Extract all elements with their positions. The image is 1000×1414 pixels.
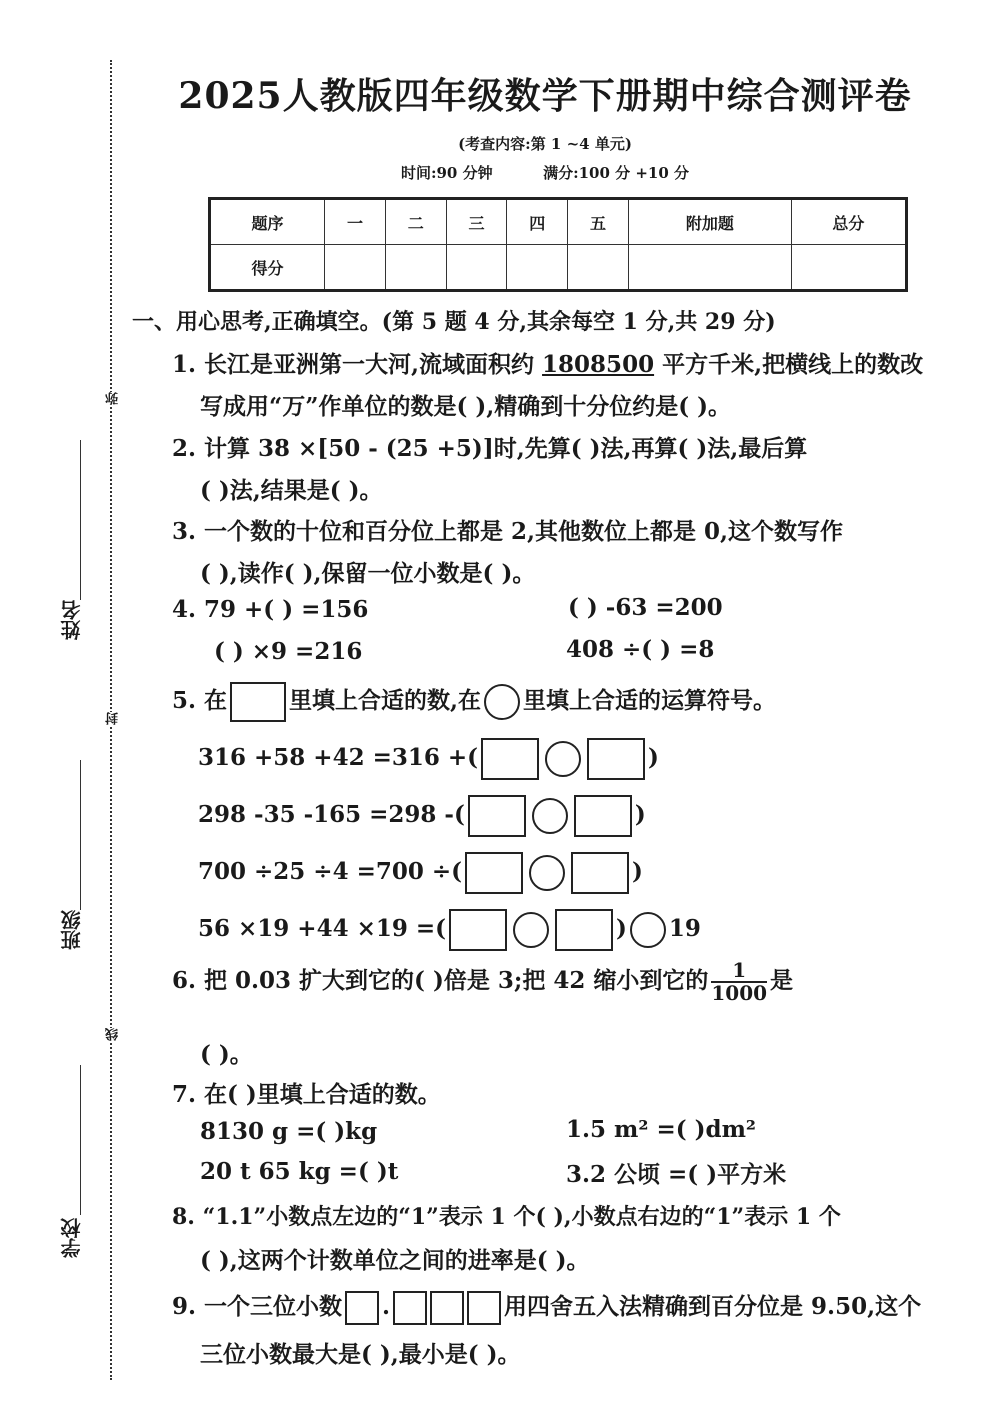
- exam-meta: [120, 162, 970, 183]
- question-7-c: 20 t 65 kg =( )t: [200, 1158, 399, 1185]
- question-8-line-1: 8. “1.1”小数点左边的“1”表示 1 个( ),小数点右边的“1”表示 1 个: [172, 1204, 841, 1230]
- fraction-denominator: 1000: [711, 981, 768, 1005]
- q1-underlined-number: 1808500: [542, 351, 655, 378]
- q9-decimal-point: .: [382, 1293, 391, 1320]
- score-header-cell: 五: [568, 199, 629, 245]
- score-header-cell: 二: [385, 199, 446, 245]
- question-7-a: 8130 g =( )kg: [200, 1118, 378, 1145]
- question-5-expr-1: [198, 738, 659, 780]
- name-blank-line: [80, 440, 81, 600]
- score-input-cell[interactable]: [568, 245, 629, 291]
- q5-close-paren: ): [632, 858, 643, 885]
- score-table-header-row: [210, 199, 907, 245]
- question-4-d: 408 ÷( ) =8: [566, 636, 715, 663]
- q5-expr-tail: 19: [668, 915, 701, 942]
- answer-box[interactable]: [449, 909, 507, 951]
- score-row-label: 得分: [210, 245, 325, 291]
- page-title: 2025人教版四年级数学下册期中综合测评卷: [178, 75, 912, 117]
- score-input-cell[interactable]: [507, 245, 568, 291]
- section-1-heading: 一、用心思考,正确填空。(第 5 题 4 分,其余每空 1 分,共 29 分): [132, 309, 776, 335]
- question-4-b: ( ) -63 =200: [568, 594, 723, 621]
- question-5-expr-4: [198, 909, 701, 951]
- q5-expr-text: 56 ×19 +44 ×19 =(: [198, 915, 447, 942]
- q6-text-b: 是: [770, 967, 794, 994]
- question-5-expr-3: [198, 852, 643, 894]
- question-5-expr-2: [198, 795, 646, 837]
- question-2-line-1: 2. 计算 38 ×[50 - (25 +5)]时,先算( )法,再算( )法,最后算: [172, 435, 808, 462]
- score-input-cell[interactable]: [446, 245, 507, 291]
- score-header-cell: 总分: [791, 199, 906, 245]
- q5-text-post: 里填上合适的运算符号。: [523, 687, 777, 714]
- digit-box[interactable]: [393, 1291, 427, 1325]
- question-3-line-1: 3. 一个数的十位和百分位上都是 2,其他数位上都是 0,这个数写作: [172, 518, 844, 545]
- seal-mark-xian: 线: [106, 1028, 121, 1041]
- q5-expr-text: 298 -35 -165 =298 -(: [198, 801, 465, 828]
- q5-close-paren: ): [648, 744, 659, 771]
- score-header-cell: 附加题: [628, 199, 791, 245]
- school-blank-line: [80, 1065, 81, 1215]
- fraction: [711, 960, 767, 1004]
- question-2-line-2: ( )法,结果是( )。: [200, 477, 383, 504]
- score-input-cell[interactable]: [791, 245, 906, 291]
- question-7-d: 3.2 公顷 =( )平方米: [566, 1161, 787, 1188]
- seal-mark-feng: 封: [106, 712, 121, 725]
- digit-box[interactable]: [430, 1291, 464, 1325]
- q5-text-pre: 5. 在: [172, 687, 228, 714]
- question-6-line-2: ( )。: [200, 1041, 253, 1068]
- class-label: 班级: [60, 910, 84, 950]
- score-input-cell[interactable]: [385, 245, 446, 291]
- question-4-a: 4. 79 +( ) =156: [172, 596, 369, 623]
- answer-box[interactable]: [574, 795, 632, 837]
- exam-time: 时间:90 分钟: [400, 164, 493, 182]
- question-9-line-1: [172, 1288, 921, 1325]
- score-table: [208, 197, 908, 292]
- seal-mark-mi: 弥: [106, 392, 121, 405]
- q1-text-b: 平方千米,把横线上的数改: [662, 351, 924, 378]
- answer-box[interactable]: [571, 852, 629, 894]
- score-input-cell[interactable]: [325, 245, 386, 291]
- question-7-b: 1.5 m² =( )dm²: [566, 1116, 756, 1143]
- exam-scope: (考查内容:第 1 ~4 单元): [458, 135, 632, 153]
- q5-close-paren: ): [634, 801, 646, 828]
- score-input-cell[interactable]: [628, 245, 791, 291]
- question-1-line-2: 写成用“万”作单位的数是( ),精确到十分位约是( )。: [200, 393, 732, 420]
- q9-text-pre: 9. 一个三位小数: [172, 1293, 343, 1320]
- score-header-cell: 一: [325, 199, 386, 245]
- fraction-numerator: 1: [711, 960, 767, 983]
- operator-circle[interactable]: [545, 741, 581, 777]
- number-box-icon: [230, 682, 286, 722]
- score-header-cell: 四: [507, 199, 568, 245]
- class-blank-line: [80, 760, 81, 910]
- answer-box[interactable]: [481, 738, 539, 780]
- score-header-cell: 题序: [210, 199, 325, 245]
- operator-circle[interactable]: [513, 912, 549, 948]
- circle-icon: [484, 684, 520, 720]
- operator-circle[interactable]: [529, 855, 565, 891]
- name-label: 姓名: [60, 600, 84, 640]
- q6-text-a: 6. 把 0.03 扩大到它的( )倍是 3;把 42 缩小到它的: [172, 967, 709, 994]
- question-5-instruction: [172, 682, 776, 722]
- score-table-score-row: [210, 245, 907, 291]
- question-1-line-1: [172, 346, 923, 379]
- q5-close-paren: ): [616, 915, 627, 942]
- question-3-line-2: ( ),读作( ),保留一位小数是( )。: [200, 560, 536, 587]
- exam-full-score: 满分:100 分 +10 分: [543, 164, 690, 182]
- question-7-heading: 7. 在( )里填上合适的数。: [172, 1081, 441, 1108]
- operator-circle[interactable]: [630, 912, 666, 948]
- school-label: 学校: [60, 1218, 84, 1258]
- question-8-line-2: ( ),这两个计数单位之间的进率是( )。: [200, 1247, 590, 1274]
- answer-box[interactable]: [555, 909, 613, 951]
- q5-expr-text: 700 ÷25 ÷4 =700 ÷(: [198, 858, 463, 885]
- question-6-line-1: [172, 960, 793, 1004]
- operator-circle[interactable]: [532, 798, 568, 834]
- digit-box[interactable]: [467, 1291, 501, 1325]
- answer-box[interactable]: [468, 795, 526, 837]
- digit-box[interactable]: [345, 1291, 379, 1325]
- q5-text-mid: 里填上合适的数,在: [289, 687, 482, 714]
- q9-text-post: 用四舍五入法精确到百分位是 9.50,这个: [504, 1293, 922, 1320]
- q5-expr-text: 316 +58 +42 =316 +(: [198, 744, 479, 771]
- question-9-line-2: 三位小数最大是( ),最小是( )。: [200, 1341, 521, 1368]
- answer-box[interactable]: [465, 852, 523, 894]
- question-4-c: ( ) ×9 =216: [214, 638, 363, 665]
- q1-text-a: 1. 长江是亚洲第一大河,流域面积约: [172, 351, 535, 378]
- answer-box[interactable]: [587, 738, 645, 780]
- score-header-cell: 三: [446, 199, 507, 245]
